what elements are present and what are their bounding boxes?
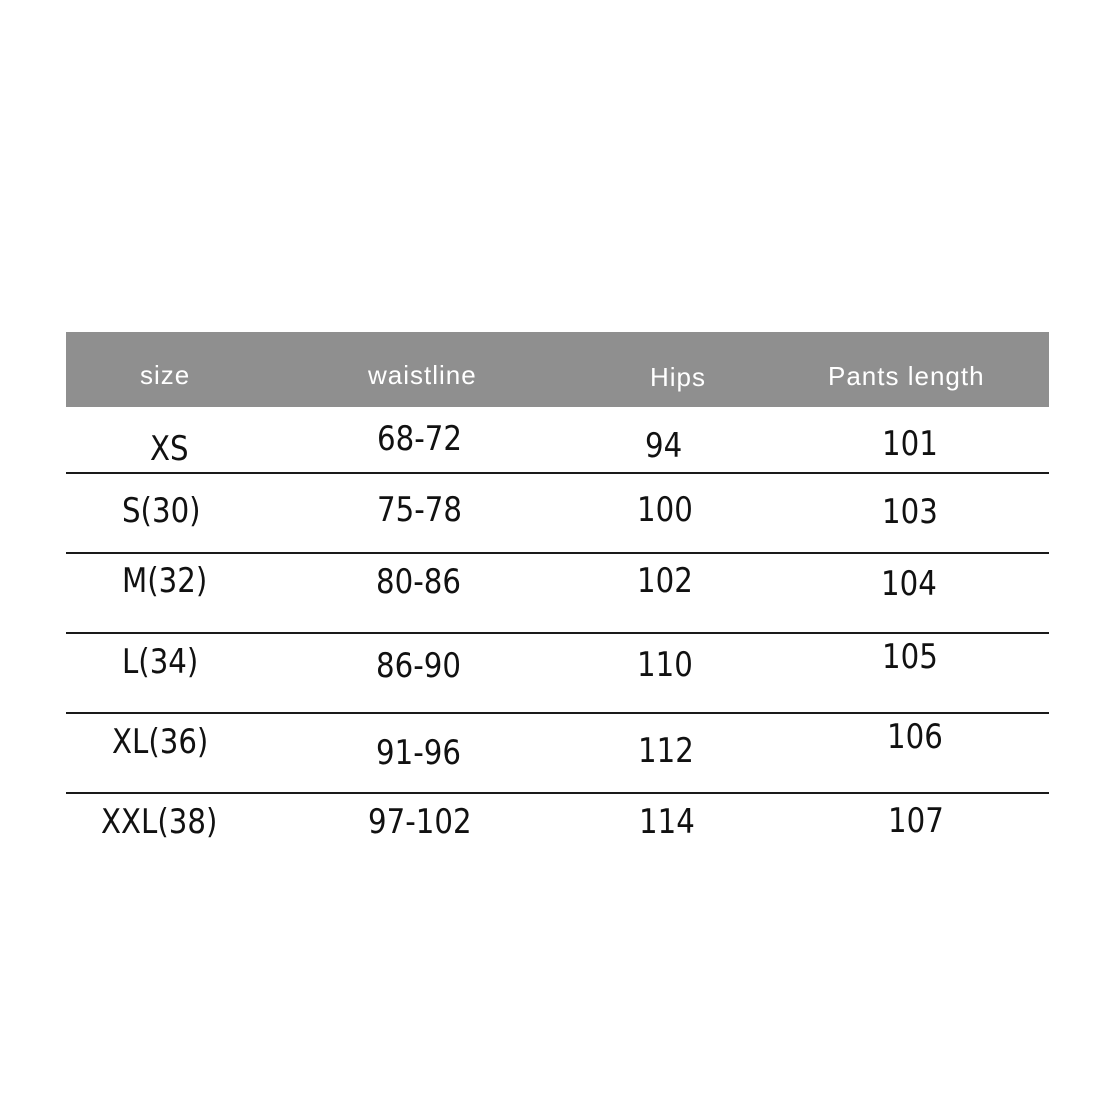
cell-pants-length: 105 xyxy=(882,637,938,677)
size-chart-table xyxy=(66,332,1049,864)
cell-size: L(34) xyxy=(122,642,199,682)
header-hips: Hips xyxy=(650,362,707,392)
cell-pants-length: 103 xyxy=(882,492,938,532)
cell-hips: 100 xyxy=(637,490,693,530)
cell-size: S(30) xyxy=(122,491,201,531)
cell-waistline: 86-90 xyxy=(376,646,461,686)
cell-size: M(32) xyxy=(122,561,208,601)
cell-waistline: 75-78 xyxy=(377,490,462,530)
table-row xyxy=(66,554,1049,634)
table-header-row xyxy=(66,332,1049,407)
header-waistline: waistline xyxy=(368,360,477,390)
table-row xyxy=(66,474,1049,554)
cell-pants-length: 106 xyxy=(887,717,943,757)
cell-waistline: 68-72 xyxy=(377,419,462,459)
header-size: size xyxy=(140,360,191,390)
cell-pants-length: 107 xyxy=(888,801,944,841)
cell-hips: 110 xyxy=(637,645,693,685)
table-row xyxy=(66,407,1049,474)
header-pants-length: Pants length xyxy=(828,361,985,391)
cell-hips: 94 xyxy=(645,426,683,466)
cell-size: XL(36) xyxy=(112,722,209,762)
cell-size: XXL(38) xyxy=(101,802,218,842)
table-row xyxy=(66,634,1049,714)
cell-hips: 112 xyxy=(638,731,694,771)
cell-hips: 102 xyxy=(637,561,693,601)
cell-waistline: 97-102 xyxy=(368,802,472,842)
cell-size: XS xyxy=(150,429,189,469)
cell-waistline: 91-96 xyxy=(376,733,461,773)
cell-waistline: 80-86 xyxy=(376,562,461,602)
table-row xyxy=(66,794,1049,864)
cell-pants-length: 104 xyxy=(881,564,937,604)
cell-hips: 114 xyxy=(639,802,695,842)
cell-pants-length: 101 xyxy=(882,424,938,464)
table-row xyxy=(66,714,1049,794)
